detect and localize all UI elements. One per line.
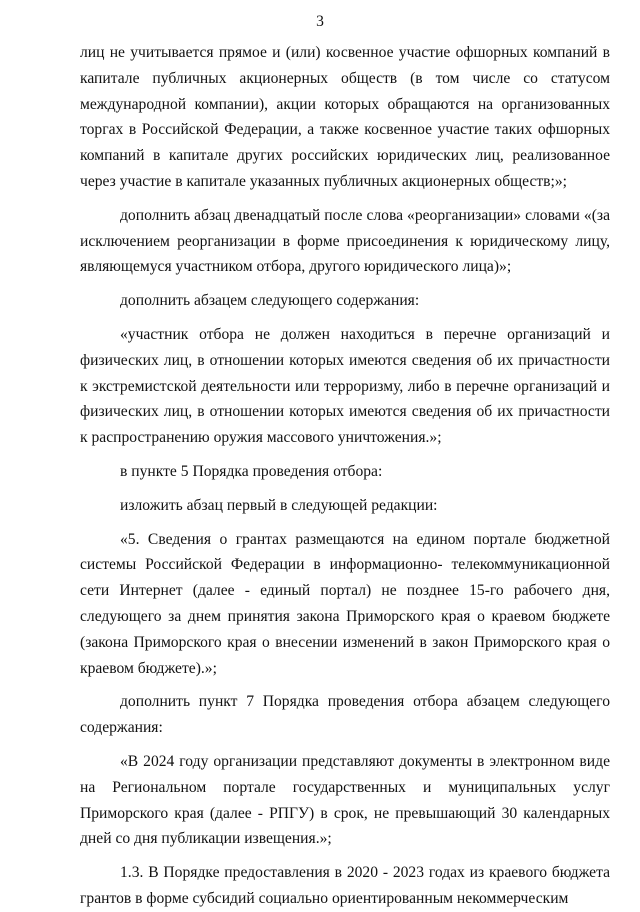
paragraph: дополнить пункт 7 Порядка проведения отбора абзацем следующего содержания:: [80, 693, 610, 737]
paragraph: «В 2024 году организации представляют документы в электронном виде на Региональном портале государственных и муниципальных услуг Приморского края (далее - РПГУ) в срок, не превышающий 30 календарных дней со дня публикации извещения.»;: [80, 752, 610, 848]
paragraph: дополнить абзацем следующего содержания:: [120, 292, 420, 310]
paragraph: лиц не учитывается прямое и (или) косвенное участие офшорных компаний в капитале публичных акционерных обществ (в том числе со статусом международной компании), акции которых обращаются на организованных торгах в Российской Федерации, а также косвенное участие таких офшорных компаний в капитале других российских юридических лиц, реализованное через участие в капитале указанных публичных акционерных обществ;»;: [80, 44, 610, 190]
document-body: [80, 40, 610, 912]
paragraph: в пункте 5 Порядка проведения отбора:: [120, 462, 383, 480]
paragraph: дополнить абзац двенадцатый после слова «реорганизации» словами «(за исключением реорганизации в форме присоединения к юридическому лицу, являющемуся участником отбора, другого юридического лица)»;: [80, 206, 610, 276]
paragraph: 1.3. В Порядке предоставления в 2020 - 2023 годах из краевого бюджета грантов в форме субсидий социально ориентированным некоммерческим: [80, 864, 610, 907]
page-number: 3: [316, 13, 324, 30]
paragraph: «5. Сведения о грантах размещаются на едином портале бюджетной системы Российской Федерации в информационно- телекоммуникационной сети Интернет (далее - единый портал) не позднее 15-го рабочего дня, следующего за днем принятия закона Приморского края о краевом бюджете (закона Приморского края о внесении изменений в закон Приморского края о краевом бюджете).»;: [80, 530, 610, 677]
paragraph: изложить абзац первый в следующей редакции:: [120, 496, 438, 514]
paragraph: «участник отбора не должен находиться в перечне организаций и физических лиц, в отношении которых имеются сведения об их причастности к экстремистской деятельности или терроризму, либо в перечне организаций и физических лиц, в отношении которых имеются сведения об их причастности к распространению оружия массового уничтожения.»;: [80, 325, 610, 447]
